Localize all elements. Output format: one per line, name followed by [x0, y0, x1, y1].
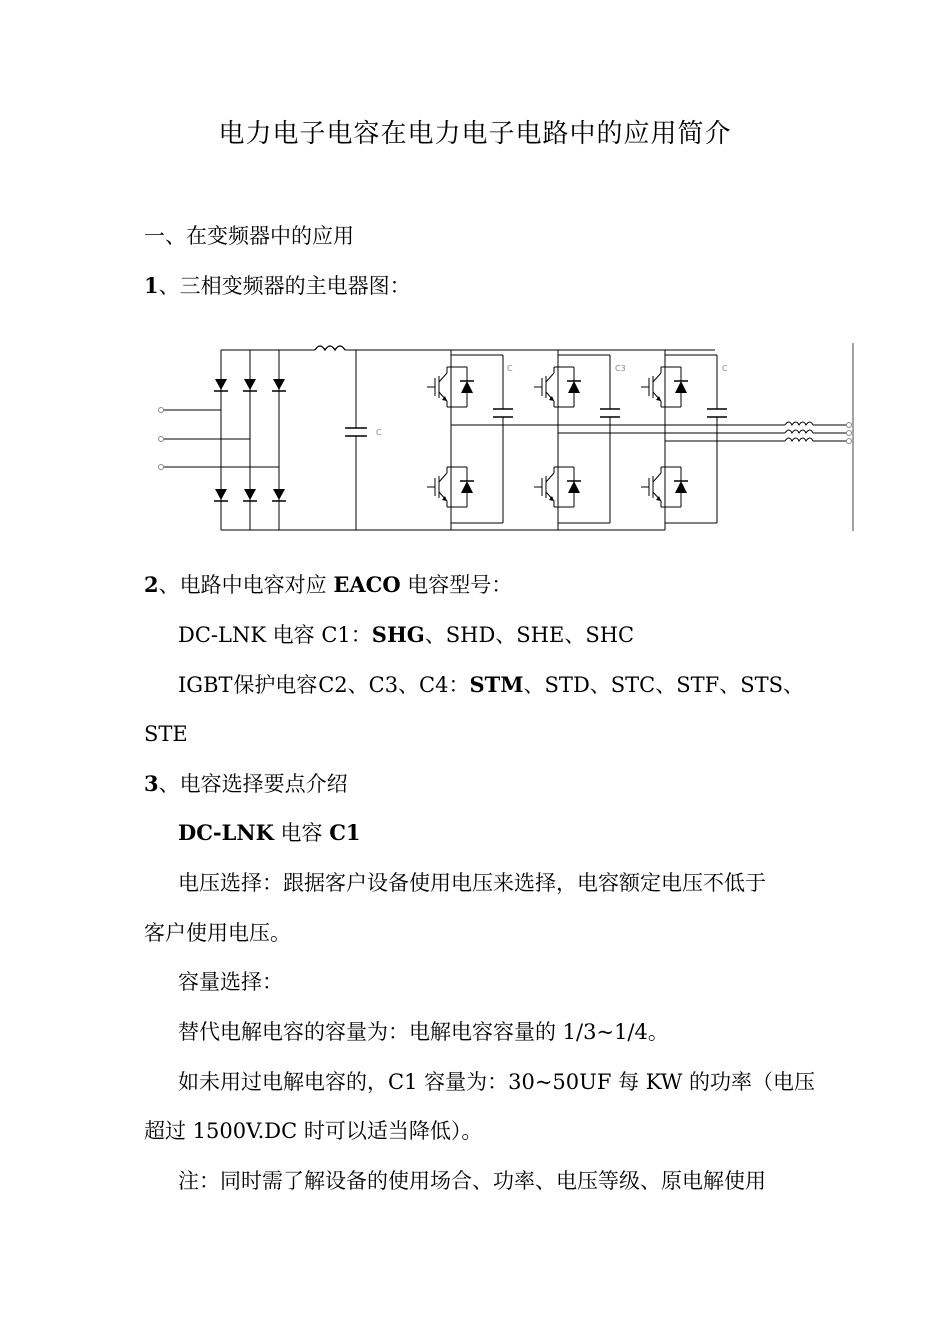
igbt-primary-model: STM [469, 672, 524, 697]
label-c4: C [722, 364, 728, 373]
label-c3: C3 [615, 364, 626, 373]
protect-cap-word: 保护电容 [233, 673, 318, 697]
igbt-other-models: 、STD、STC、STF、STS、 [523, 673, 804, 697]
brand-name: EACO [333, 572, 401, 597]
item-1-number: 1 [144, 273, 159, 298]
item-2-number: 2 [144, 572, 159, 597]
igbt-models-line [178, 670, 804, 700]
igbt-models [318, 670, 804, 700]
item-3-number: 3 [144, 771, 159, 796]
item-1 [144, 271, 411, 301]
no-electrolytic-line-1: 如未用过电解电容的，C1 容量为：30~50UF 每 KW 的功率（电压 [178, 1070, 815, 1094]
item-2 [144, 570, 512, 600]
note-line: 注：同时需了解设备的使用场合、功率、电压等级、原电解使用 [178, 1169, 766, 1193]
capacity-label: 容量选择： [178, 970, 283, 994]
igbt-cap-list: C2、C3、C4： [318, 673, 470, 697]
item-1-text: 、三相变频器的主电器图： [158, 274, 411, 298]
section-heading: 一、在变频器中的应用 [144, 224, 354, 248]
voltage-line-1: 电压选择：跟据客户设备使用电压来选择，电容额定电压不低于 [178, 871, 766, 895]
igbt-word: IGBT [178, 673, 233, 697]
dclnk-prefix: DC-LNK 电容 C1： [178, 623, 372, 647]
c1-heading-cap: 电容 [273, 821, 330, 845]
page-title: 电力电子电容在电力电子电路中的应用简介 [218, 119, 732, 149]
c1-heading-c1: C1 [329, 820, 361, 845]
dclnk-other-models: 、SHD、SHE、SHC [424, 623, 635, 647]
item-3 [144, 769, 348, 799]
item-2-text: 、电路中电容对应 [158, 573, 334, 597]
c1-heading-dclnk: DC-LNK [178, 820, 274, 845]
item-3-text: 、电容选择要点介绍 [158, 772, 348, 796]
label-dc-capacitor: C [376, 428, 382, 437]
c1-heading [178, 818, 361, 848]
no-electrolytic-line-2: 超过 1500V.DC 时可以适当降低）。 [144, 1119, 483, 1143]
inverter-circuit-diagram [155, 335, 860, 535]
dclnk-primary-model: SHG [371, 622, 425, 647]
igbt-models-wrap: STE [144, 722, 188, 746]
dclnk-models-line [178, 620, 634, 650]
voltage-line-2: 客户使用电压。 [144, 921, 291, 945]
item-2-text-end: 电容型号： [400, 573, 513, 597]
replace-line: 替代电解电容的容量为：电解电容容量的 1/3~1/4。 [178, 1020, 669, 1044]
label-c2: C [507, 364, 513, 373]
